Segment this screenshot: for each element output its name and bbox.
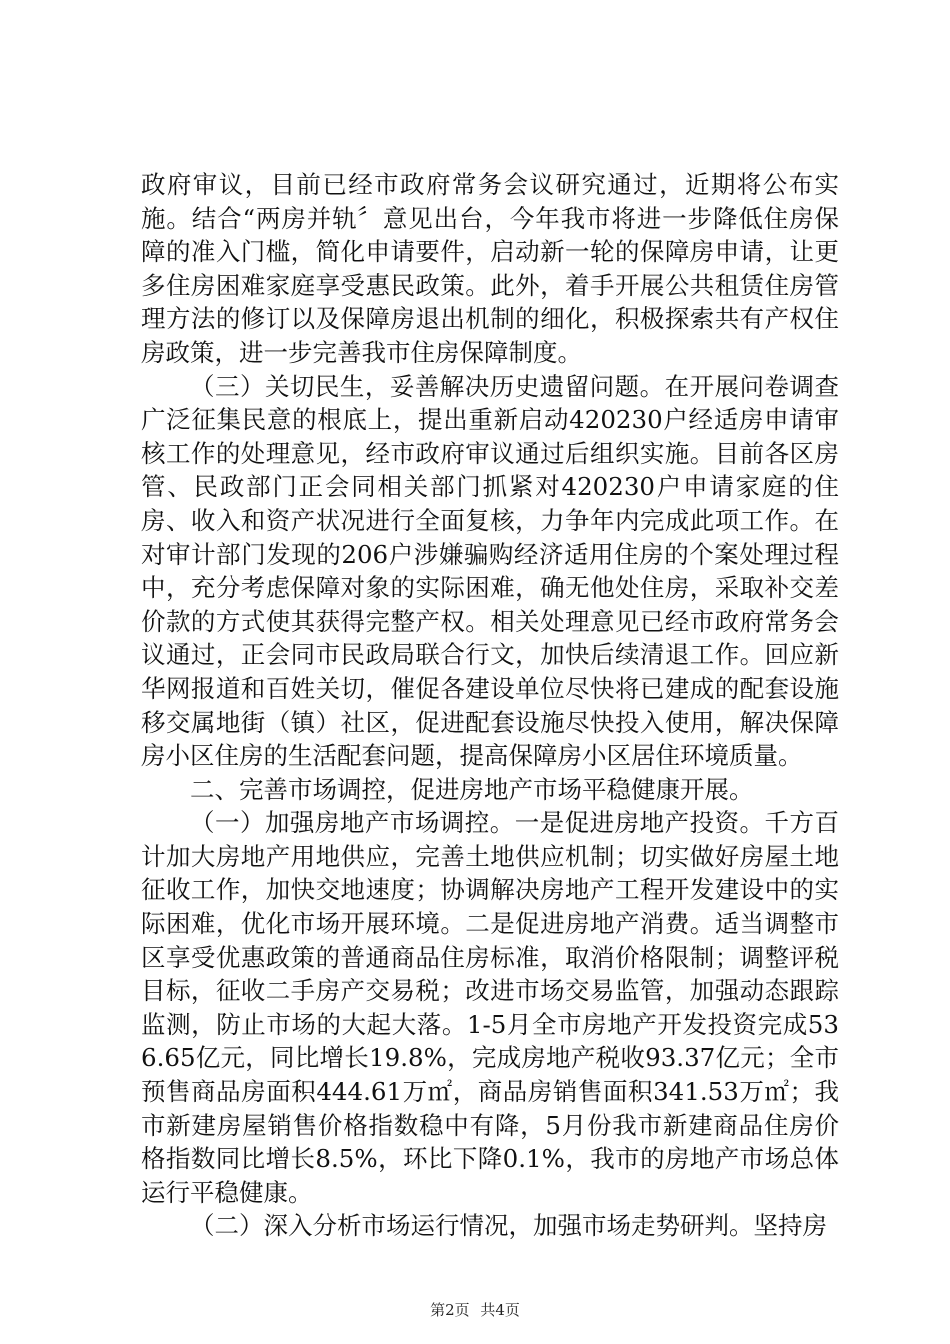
page-total: 共4页 xyxy=(480,1301,520,1319)
paragraph-market-analysis: （二）深入分析市场运行情况，加强市场走势研判。坚持房 xyxy=(190,1211,827,1241)
page-number: 第2页 xyxy=(430,1301,470,1319)
page-footer xyxy=(0,1300,950,1320)
document-body xyxy=(141,168,839,1243)
paragraph-housing-security-policy: 政府审议，目前已经市政府常务会议研究通过，近期将公布实施。结合“两房并轨〞意见出台，今年我市将进一步降低住房保障的准入门槛，简化申请要件，启动新一轮的保障房申请，让更多住房困难家庭享受惠民政策。此外，着手开展公共租赁住房管理方法的修订以及保障房退出机制的细化，积极探索共有产权住房政策，进一步完善我市住房保障制度。 xyxy=(141,170,839,367)
paragraph-market-control: （一）加强房地产市场调控。一是促进房地产投资。千方百计加大房地产用地供应，完善土地供应机制；切实做好房屋土地征收工作，加快交地速度；协调解决房地产工程开发建设中的实际困难，优化市场开展环境。二是促进房地产消费。适当调整市区享受优惠政策的普通商品住房标准，取消价格限制；调整评税目标，征收二手房产交易税；改进市场交易监管，加强动态跟踪监测，防止市场的大起大落。1-5月全市房地产开发投资完成536.65亿元，同比增长19.8%，完成房地产税收93.37亿元；全市预售商品房面积444.61万㎡，商品房销售面积341.53万㎡；我市新建房屋销售价格指数稳中有降，5月份我市新建商品住房价格指数同比增长8.5%，环比下降0.1%，我市的房地产市场总体运行平稳健康。 xyxy=(141,808,839,1207)
section-heading-market-regulation: 二、完善市场调控，促进房地产市场平稳健康开展。 xyxy=(190,774,754,804)
paragraph-historical-issues: （三）关切民生，妥善解决历史遗留问题。在开展问卷调查广泛征集民意的根底上，提出重新启动420230户经适房申请审核工作的处理意见，经市政府审议通过后组织实施。目前各区房管、民政部门正会同相关部门抓紧对420230户申请家庭的住房、收入和资产状况进行全面复核，力争年内完成此项工作。在对审计部门发现的206户涉嫌骗购经济适用住房的个案处理过程中，充分考虑保障对象的实际困难，确无他处住房，采取补交差价款的方式使其获得完整产权。相关处理意见已经市政府常务会议通过，正会同市民政局联合行文，加快后续清退工作。回应新华网报道和百姓关切，催促各建设单位尽快将已建成的配套设施移交属地街（镇）社区，促进配套设施尽快投入使用，解决保障房小区住房的生活配套问题，提高保障房小区居住环境质量。 xyxy=(141,371,839,771)
